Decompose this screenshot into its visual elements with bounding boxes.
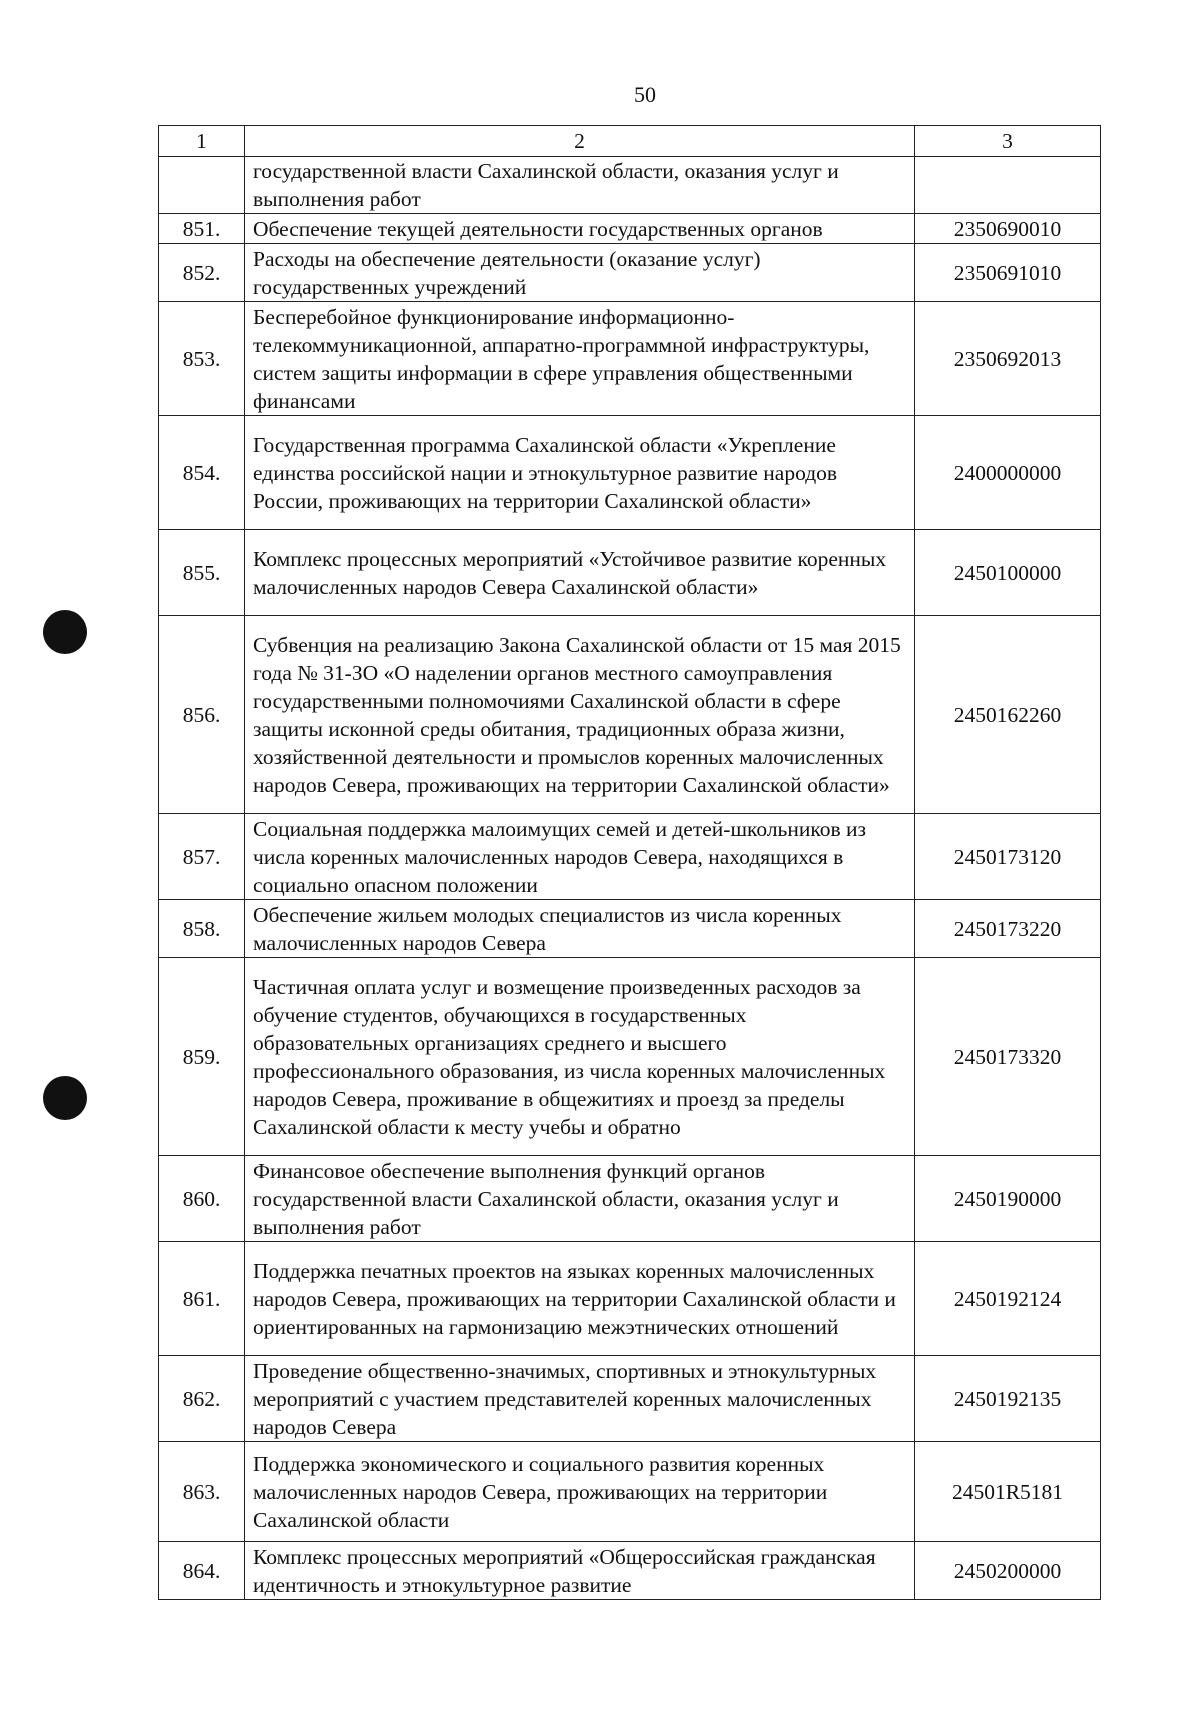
header-row <box>159 126 1101 157</box>
row-code: 2450173220 <box>915 900 1101 958</box>
budget-code-table <box>158 125 1101 1600</box>
row-code: 24501R5181 <box>915 1442 1101 1542</box>
table-row <box>159 958 1101 1156</box>
table-row <box>159 1156 1101 1242</box>
table-row <box>159 157 1101 214</box>
row-code: 2400000000 <box>915 416 1101 530</box>
row-number: 854. <box>159 416 245 530</box>
punch-hole-mark <box>43 1076 87 1120</box>
row-code: 2450192135 <box>915 1356 1101 1442</box>
row-number: 857. <box>159 814 245 900</box>
row-number <box>159 157 245 214</box>
row-code <box>915 157 1101 214</box>
row-name: Комплекс процессных мероприятий «Общероссийская гражданская идентичность и этнокультурное развитие <box>245 1542 915 1600</box>
row-code: 2350690010 <box>915 214 1101 244</box>
header-col-1: 1 <box>159 126 245 157</box>
table-row <box>159 214 1101 244</box>
row-name: Проведение общественно-значимых, спортивных и этнокультурных мероприятий с участием представителей коренных малочисленных народов Севера <box>245 1356 915 1442</box>
row-name: Финансовое обеспечение выполнения функций органов государственной власти Сахалинской области, оказания услуг и выполнения работ <box>245 1156 915 1242</box>
row-name: Частичная оплата услуг и возмещение произведенных расходов за обучение студентов, обучающихся в государственных образовательных организациях среднего и высшего профессионального образования, из числа коренных малочисленных народов Севера, проживание в общежитиях и проезд за пределы Сахалинской области к месту учебы и обратно <box>245 958 915 1156</box>
row-name: Субвенция на реализацию Закона Сахалинской области от 15 мая 2015 года № 31-ЗО «О наделении органов местного самоуправления государственными полномочиями Сахалинской области в сфере защиты исконной среды обитания, традиционных образа жизни, хозяйственной деятельности и промыслов коренных малочисленных народов Севера, проживающих на территории Сахалинской области» <box>245 616 915 814</box>
row-code: 2450200000 <box>915 1542 1101 1600</box>
row-name: Обеспечение текущей деятельности государственных органов <box>245 214 915 244</box>
page-number: 50 <box>634 82 656 107</box>
table-row <box>159 814 1101 900</box>
table-row <box>159 1356 1101 1442</box>
row-name: Комплекс процессных мероприятий «Устойчивое развитие коренных малочисленных народов Севера Сахалинской области» <box>245 530 915 616</box>
row-number: 853. <box>159 302 245 416</box>
table-row <box>159 530 1101 616</box>
row-code: 2450100000 <box>915 530 1101 616</box>
row-number: 860. <box>159 1156 245 1242</box>
row-number: 863. <box>159 1442 245 1542</box>
row-code: 2350691010 <box>915 244 1101 302</box>
row-number: 852. <box>159 244 245 302</box>
row-name: Расходы на обеспечение деятельности (оказание услуг) государственных учреждений <box>245 244 915 302</box>
row-name: Поддержка печатных проектов на языках коренных малочисленных народов Севера, проживающих на территории Сахалинской области и ориентированных на гармонизацию межэтнических отношений <box>245 1242 915 1356</box>
row-code: 2350692013 <box>915 302 1101 416</box>
row-code: 2450192124 <box>915 1242 1101 1356</box>
row-name: Государственная программа Сахалинской области «Укрепление единства российской нации и этнокультурное развитие народов России, проживающих на территории Сахалинской области» <box>245 416 915 530</box>
row-number: 858. <box>159 900 245 958</box>
table-row <box>159 1242 1101 1356</box>
punch-hole-mark <box>43 610 87 654</box>
row-name: Поддержка экономического и социального развития коренных малочисленных народов Севера, проживающих на территории Сахалинской области <box>245 1442 915 1542</box>
row-number: 862. <box>159 1356 245 1442</box>
row-code: 2450162260 <box>915 616 1101 814</box>
row-code: 2450190000 <box>915 1156 1101 1242</box>
row-number: 855. <box>159 530 245 616</box>
row-number: 861. <box>159 1242 245 1356</box>
row-number: 859. <box>159 958 245 1156</box>
table-row <box>159 1542 1101 1600</box>
table-row <box>159 416 1101 530</box>
header-col-2: 2 <box>245 126 915 157</box>
row-number: 851. <box>159 214 245 244</box>
table-row <box>159 1442 1101 1542</box>
table-row <box>159 302 1101 416</box>
table-row <box>159 616 1101 814</box>
row-number: 864. <box>159 1542 245 1600</box>
table-row <box>159 900 1101 958</box>
row-name: Социальная поддержка малоимущих семей и детей-школьников из числа коренных малочисленных народов Севера, находящихся в социально опасном положении <box>245 814 915 900</box>
row-code: 2450173120 <box>915 814 1101 900</box>
row-number: 856. <box>159 616 245 814</box>
header-col-3: 3 <box>915 126 1101 157</box>
row-name: Бесперебойное функционирование информационно-телекоммуникационной, аппаратно-программной инфраструктуры, систем защиты информации в сфере управления общественными финансами <box>245 302 915 416</box>
table-row <box>159 244 1101 302</box>
row-name: государственной власти Сахалинской области, оказания услуг и выполнения работ <box>245 157 915 214</box>
row-name: Обеспечение жильем молодых специалистов из числа коренных малочисленных народов Севера <box>245 900 915 958</box>
row-code: 2450173320 <box>915 958 1101 1156</box>
